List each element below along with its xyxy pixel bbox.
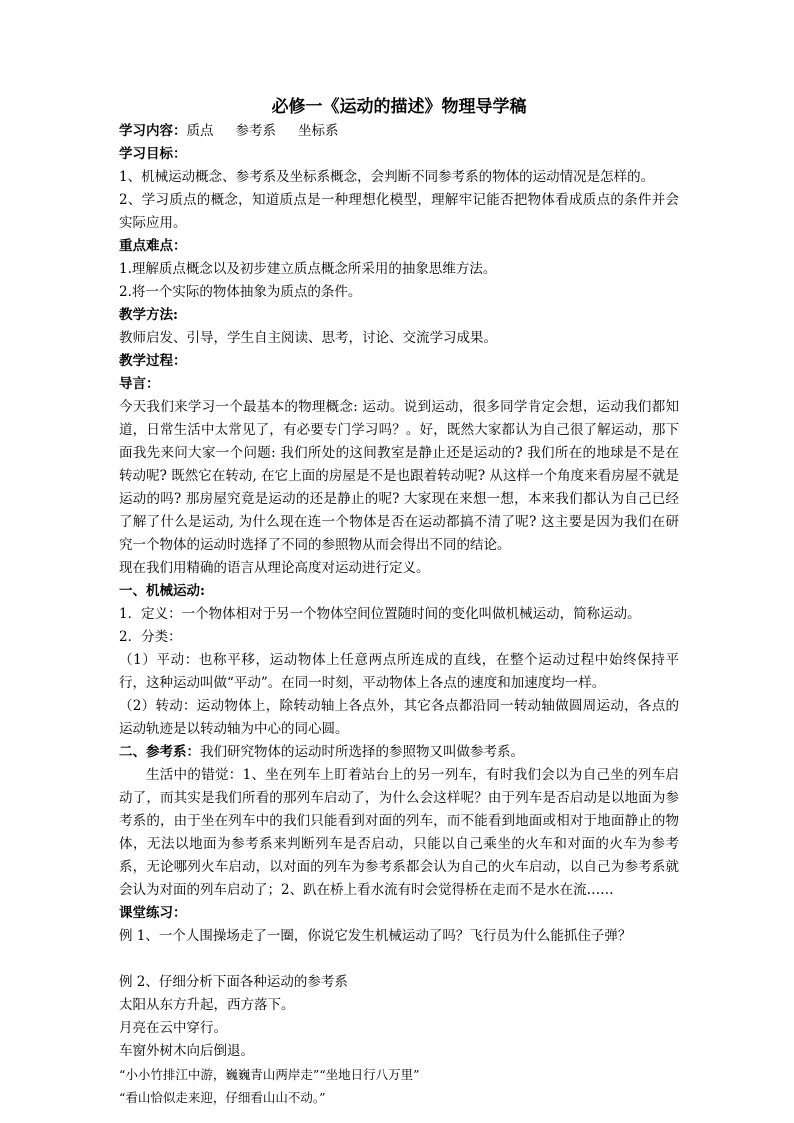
quote-line: “小小竹排江中游，巍巍青山两岸走”“坐地日行八万里” [119, 1067, 420, 1082]
learning-content [119, 120, 679, 143]
section2-definition: 我们研究物体的运动时所选择的参照物又叫做参考系。 [200, 744, 524, 760]
learning-content-label: 学习内容： [119, 123, 187, 139]
section1-translation: （1）平动：也称平移，运动物体上任意两点所连成的直线，在整个运动过程中始终保持平行，这种运动叫做“平动”。在同一时刻，平动物体上各点的速度和加速度均一样。 [119, 652, 679, 691]
section2-heading: 二、参考系： [119, 744, 200, 760]
intro-paragraph-2: 现在我们用精确的语言从理论高度对运动进行定义。 [119, 560, 430, 576]
example-1: 例 1、一个人围操场走了一圈，你说它发生机械运动了吗？飞行员为什么能抓住子弹？ [119, 928, 632, 944]
content-item-reference-frame: 参考系 [235, 123, 276, 139]
objective-item: 2、学习质点的概念，知道质点是一种理想化模型，理解牢记能否把物体看成质点的条件并会实际应用。 [119, 192, 679, 231]
methods-heading: 教学方法: [119, 307, 178, 323]
example-2-item: 月亮在云中穿行。 [119, 1020, 227, 1036]
process-heading: 教学过程： [119, 353, 187, 369]
section1-heading: 一、机械运动: [119, 583, 205, 599]
intro-paragraph: 今天我们来学习一个最基本的物理概念: 运动。说到运动，很多同学肯定会想，运动我们都知道，日常生活中太常见了，有必要专门学习吗？。好，既然大家都认为自己很了解运动，那下面我先来问大家一个问题: 我们所处的这间教室是静止还是运动的? 我们所在的地球是不是在转动呢? 既然它在转动, 在它上面的房屋是不是也跟着转动呢? 从这样一个角度来看房屋不就是运动的吗? 那房屋究竟是运动的还是静止的呢? 大家现在来想一想，本来我们都认为自己已经了解了什么是运动, 为什么现在连一个物体是否在运动都搞不清了呢? 这主要是因为我们在研究一个物体的运动时选择了不同的参照物从而会得出不同的结论。 [119, 399, 679, 553]
quote-line: “看山恰似走来迎，仔细看山山不动。” [119, 1090, 326, 1105]
section1-rotation: （2）转动：运动物体上，除转动轴上各点外，其它各点都沿同一转动轴做圆周运动，各点的运动轨迹是以转动轴为中心的同心圆。 [119, 698, 679, 737]
practice-heading: 课堂练习： [119, 905, 187, 921]
methods-text: 教师启发、引导，学生自主阅读、思考，讨论、交流学习成果。 [119, 330, 497, 346]
difficulties-heading: 重点难点： [119, 238, 187, 254]
difficulty-item: 1.理解质点概念以及初步建立质点概念所采用的抽象思维方法。 [119, 261, 497, 277]
objectives-heading: 学习目标： [119, 146, 187, 162]
document-page [119, 94, 679, 1109]
section2-paragraph: 生活中的错觉：1、坐在列车上盯着站台上的另一列车，有时我们会以为自己坐的列车启动了，而其实是我们所看的那列车启动了，为什么会这样呢？由于列车是否启动是以地面为参考系的，由于坐在列车中的我们只能看到对面的列车，而不能看到地面或相对于地面静止的物体，无法以地面为参考系来判断列车是否启动，只能以自己乘坐的火车和对面的火车为参考系，无论哪列火车启动，以对面的列车为参考系都会认为自己的火车启动，以自己为参考系就会认为对面的列车启动了；2、趴在桥上看水流有时会觉得桥在走而不是水在流…… [119, 767, 679, 898]
section1-definition: 1．定义：一个物体相对于另一个物体空间位置随时间的变化叫做机械运动，简称运动。 [119, 606, 641, 622]
example-2-item: 车窗外树木向后倒退。 [119, 1043, 254, 1059]
example-2-heading: 例 2、仔细分析下面各种运动的参考系 [119, 974, 348, 990]
content-item-coordinate-system: 坐标系 [298, 123, 339, 139]
section2-line [119, 741, 679, 764]
example-2-item: 太阳从东方升起，西方落下。 [119, 997, 295, 1013]
content-item-mass-point: 质点 [186, 123, 214, 139]
objective-item: 1、机械运动概念、参考系及坐标系概念，会判断不同参考系的物体的运动情况是怎样的。 [119, 169, 655, 185]
section1-classification: 2．分类： [119, 629, 182, 645]
intro-heading: 导言： [119, 376, 160, 392]
difficulty-item: 2.将一个实际的物体抽象为质点的条件。 [119, 284, 362, 300]
document-title: 必修一《运动的描述》物理导学稿 [271, 97, 527, 117]
